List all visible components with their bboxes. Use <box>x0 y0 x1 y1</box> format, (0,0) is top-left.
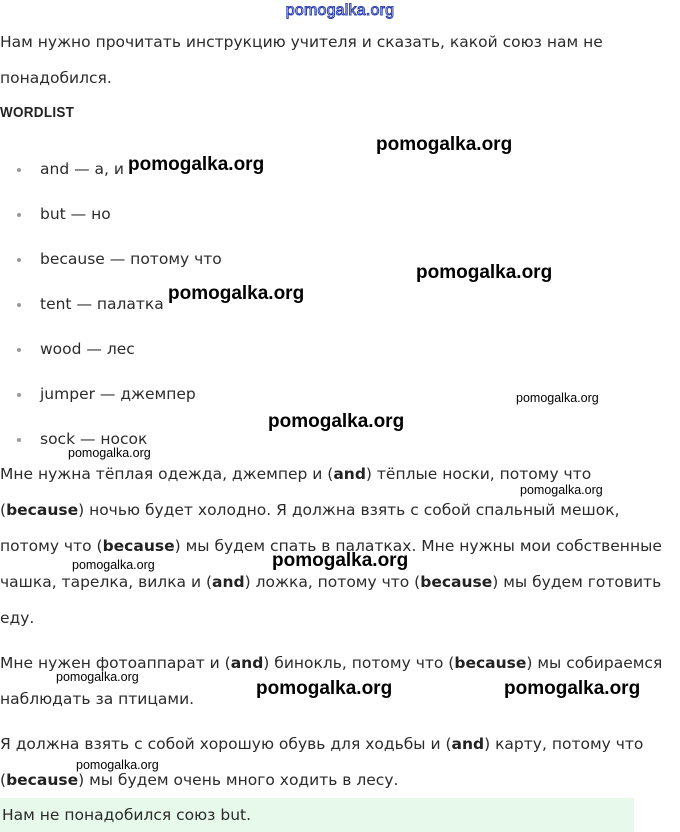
paragraph-camera: Мне нужен фотоаппарат и (and) бинокль, потому что (because) мы собираемся наблюдать за птицами. <box>0 654 663 708</box>
intro-text: Нам нужно прочитать инструкцию учителя и сказать, какой союз нам не понадобился. <box>0 33 603 87</box>
highlight-and: and <box>451 735 485 753</box>
watermark: pomogalka.org <box>416 262 553 283</box>
watermark: pomogalka.org <box>72 558 155 572</box>
watermark: pomogalka.org <box>68 446 151 460</box>
watermark: pomogalka.org <box>272 550 409 571</box>
word-item-wood: wood — лес <box>0 327 222 372</box>
word-item-jumper: jumper — джемпер <box>0 372 222 417</box>
word-item-and: and — а, и <box>0 147 222 192</box>
watermark: pomogalka.org <box>256 678 393 699</box>
highlight-and: and <box>333 465 366 483</box>
watermark: pomogalka.org <box>516 391 599 405</box>
highlight-and: and <box>230 654 264 672</box>
word-item-but: but — но <box>0 192 222 237</box>
word-item-because: because — потому что <box>0 237 222 282</box>
watermark: pomogalka.org <box>520 483 603 497</box>
highlight-because: because <box>6 771 79 789</box>
word-item-sock: sock — носок <box>0 417 222 462</box>
watermark: pomogalka.org <box>268 411 405 432</box>
highlight-because: because <box>420 573 493 591</box>
highlight-because: because <box>102 537 175 555</box>
paragraph-clothes: Мне нужна тёплая одежда, джемпер и (and) тёплые носки, потому что (because) ночью будет холодно. Я должна взять с собой спальный мешок, потому что (because) мы будем спать в палатках. Мне нужны мои собственные чашка, тарелка, вилка и (and) ложка, потому что (because) мы будем готовить еду. <box>0 465 662 627</box>
highlight-because: because <box>454 654 527 672</box>
wordlist-heading: WORDLIST <box>0 104 75 121</box>
answer-box: Нам не понадобился союз but. <box>0 798 634 832</box>
header-watermark: pomogalka.org <box>285 2 395 19</box>
highlight-because: because <box>6 501 79 519</box>
watermark: pomogalka.org <box>76 758 159 772</box>
word-item-tent: tent — палатка <box>0 282 222 327</box>
highlight-and: and <box>212 573 245 591</box>
watermark: pomogalka.org <box>168 283 305 304</box>
watermark: pomogalka.org <box>504 678 641 699</box>
paragraph-shoes: Я должна взять с собой хорошую обувь для ходьбы и (and) карту, потому что (because) мы будем очень много ходить в лесу. <box>0 735 644 789</box>
watermark: pomogalka.org <box>376 134 513 155</box>
watermark: pomogalka.org <box>128 154 265 175</box>
watermark: pomogalka.org <box>56 670 139 684</box>
